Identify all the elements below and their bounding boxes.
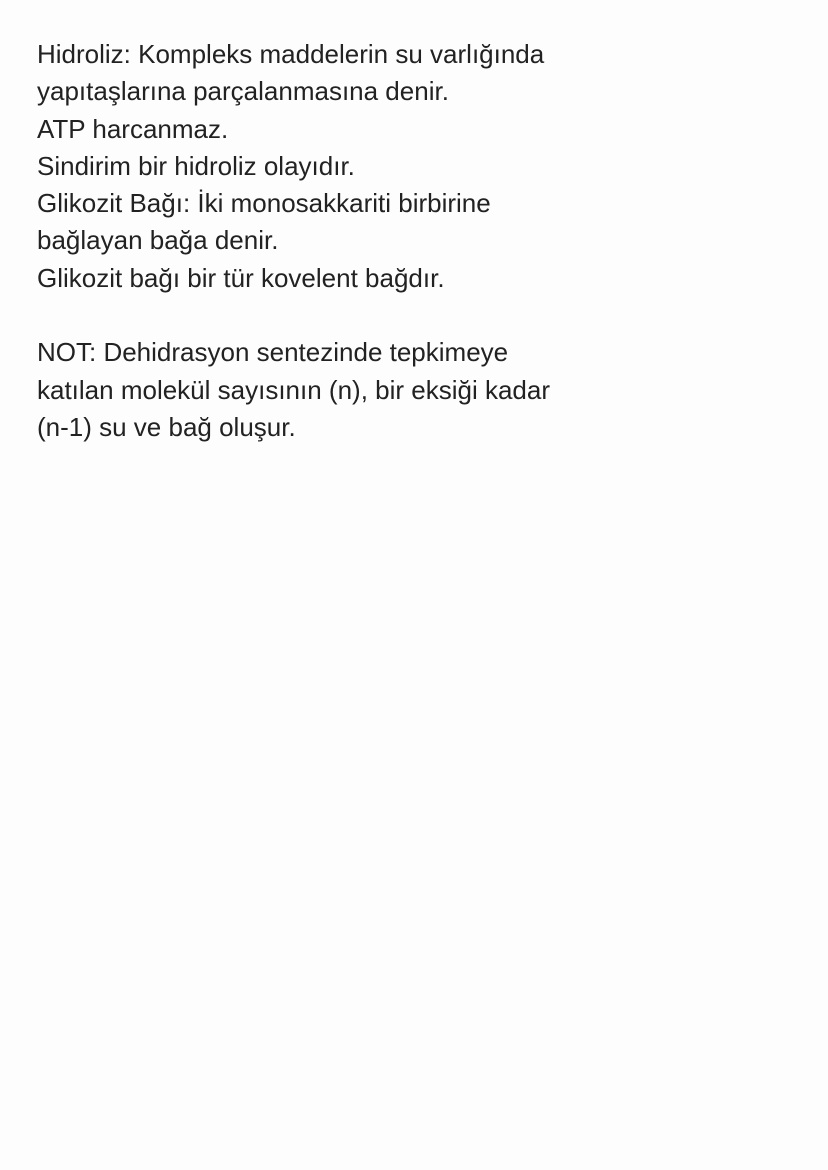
paragraph-gap (37, 297, 797, 334)
not-line-1: NOT: Dehidrasyon sentezinde tepkimeye (37, 337, 509, 368)
note-line-hidroliz-definition-cont: yapıtaşlarına parçalanmasına denir. (37, 76, 449, 107)
note-line-glikozit-definition: Glikozit Bağı: İki monosakkariti birbirine (37, 188, 491, 219)
not-line-2: katılan molekül sayısının (n), bir eksiği kadar (37, 374, 550, 405)
note-line-glikozit-kovalent: Glikozit bağı bir tür kovelent bağdır. (37, 262, 445, 293)
note-line-hidroliz-definition: Hidroliz: Kompleks maddelerin su varlığında (37, 39, 545, 69)
note-line-atp: ATP harcanmaz. (37, 113, 229, 144)
note-line-glikozit-definition-cont: bağlayan bağa denir. (37, 225, 279, 256)
note-line-sindirim: Sindirim bir hidroliz olayıdır. (37, 150, 355, 181)
not-line-3: (n-1) su ve bağ oluşur. (37, 411, 296, 442)
note-text (37, 36, 797, 446)
